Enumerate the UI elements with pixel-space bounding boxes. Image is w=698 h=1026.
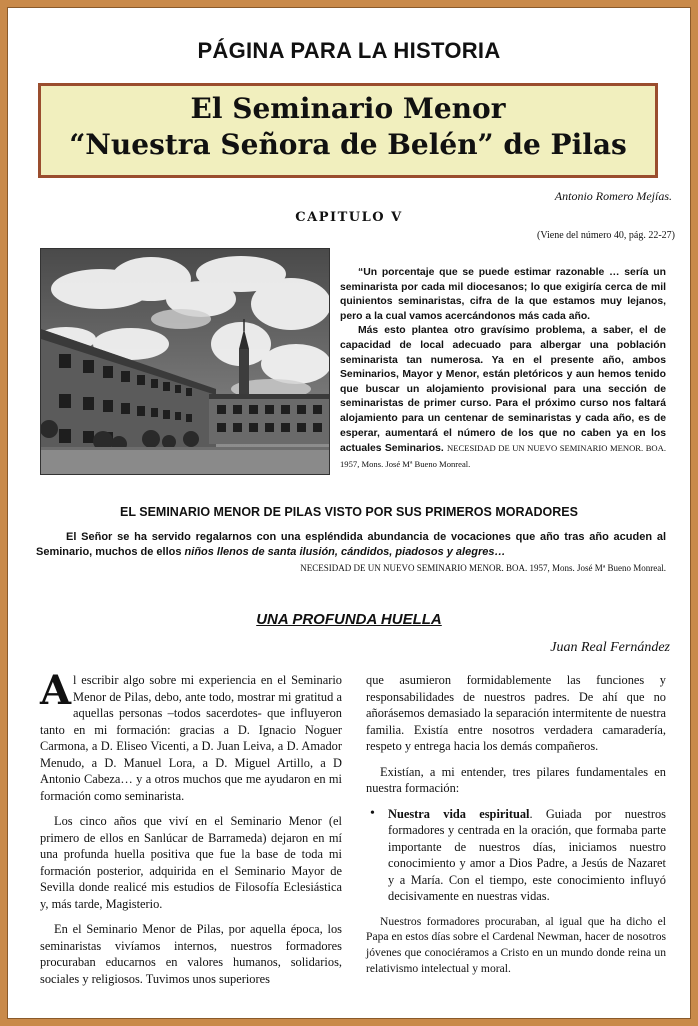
quote-paragraph-2: Más esto plantea otro gravísimo problema, a saber, el de capacidad de local adecuado para albergar una población seminarista tan numerosa. Ya en el presente año, ambos Seminarios, Mayor y Menor, están pletóricos y aun hemos tenido que buscar un alojamiento provisional para una sección de seminaristas de primer curso. Para el próximo curso nos faltará alojamiento para un centenar de seminaristas y cada año, es de esperar, aumentará el número de los que no caben ya en los actuales Seminarios. bbox=[340, 325, 666, 455]
quote2-text: El Señor se ha servido regalarnos con una espléndida abundancia de vocaciones que año tras año acuden al Seminario, muchos de ellos bbox=[36, 531, 666, 558]
bullet-dot: • bbox=[370, 805, 375, 821]
drop-cap: A bbox=[40, 667, 72, 714]
quote2-source: NECESIDAD DE UN NUEVO SEMINARIO MENOR. BOA. 1957, Mons. José Mª Bueno Monreal. bbox=[300, 563, 666, 573]
right-paragraph-2: Existían, a mi entender, tres pilares fundamentales en nuestra formación: bbox=[366, 764, 666, 795]
left-paragraph-3: En el Seminario Menor de Pilas, por aquella época, los seminaristas vivíamos internos, nuestros formadores procuraban educarnos en valores humanos, solidarios, sociales y religiosos. Tuvimos unos superiores bbox=[40, 922, 342, 986]
quote-source: NECESIDAD DE UN NUEVO SEMINARIO MENOR. BOA. 1957, Mons. José Mª Bueno Monreal. bbox=[340, 443, 666, 469]
article-title-line1: El Seminario Menor bbox=[190, 92, 506, 125]
left-paragraph-2: Los cinco años que viví en el Seminario Menor (el primero de ellos en Sanlúcar de Barrameda) dejaron en mí una profunda huella positiva que fue la base de toda mi formación posterior, adquirida en el Seminario Mayor de Sevilla donde realicé mis estudios de Filosofía Eclesiástica y, más tarde, Magisterio. bbox=[40, 814, 342, 911]
second-quote bbox=[36, 530, 666, 576]
title-box bbox=[38, 83, 658, 178]
intro-quote bbox=[340, 266, 666, 472]
right-paragraph-1: que asumieron formidablemente las funciones y responsabilidades de nuestros padres. De ahí que no añorásemos demasiado la separación intermitente de nuestra familia. Existía entre nosotros verdadera camaradería, respeto y entrega hacia los demás compañeros. bbox=[366, 673, 666, 753]
section-title: UNA PROFUNDA HUELLA bbox=[256, 611, 442, 628]
chapter-heading: CAPITULO V bbox=[295, 210, 403, 225]
author-signature: Antonio Romero Mejías. bbox=[554, 189, 672, 203]
bullet-text: . Guiada por nuestros formadores y centrada en la oración, que formaba parte importante de nuestros días, iniciamos nuestro conocimiento y amor a Dios Padre, a Jesús de Nazaret y a María. Con el tiempo, este conocimiento influyó decisivamente en nuestras vidas. bbox=[388, 806, 666, 903]
quote2-italic-text: niños llenos de santa ilusión, cándidos, piadosos y alegres… bbox=[184, 546, 506, 558]
left-column bbox=[40, 667, 342, 996]
right-paragraph-3: Nuestros formadores procuraban, al igual que ha dicho el Papa en estos días sobre el Cardenal Newman, hacer de nosotros jóvenes que conociéramos a Cristo en un mundo donde reina un relativismo intelectual y moral. bbox=[366, 914, 666, 975]
subheading: EL SEMINARIO MENOR DE PILAS VISTO POR SUS PRIMEROS MORADORES bbox=[120, 505, 578, 519]
article-title-line2: “Nuestra Señora de Belén” de Pilas bbox=[69, 128, 627, 161]
continuation-note: (Viene del número 40, pág. 22-27) bbox=[537, 230, 675, 241]
left-paragraph-1: l escribir algo sobre mi experiencia en el Seminario Menor de Pilas, debo, ante todo, mostrar mi gratitud a aquellas personas –todos sacerdotes- que influyeron tanto en mi formación: gracias a D. Ignacio Noguer Carmona, a D. Eliseo Vicenti, a D. Juan Leiva, a D. Amador Menudo, a D. Manuel Lora, a D. Miguel Artillo, a D Antonio Cabeza… y a otros muchos que me ayudaron en mi formación como seminarista. bbox=[40, 673, 342, 803]
right-column bbox=[366, 672, 666, 986]
bullet-bold: Nuestra vida espiritual bbox=[388, 806, 530, 821]
quote-paragraph-1: “Un porcentaje que se puede estimar razonable … sería un seminarista por cada mil diocesanos; lo que exigiría cerca de mil quinientos seminaristas, cifra de la que estamos muy lejanos, pero a la cual vamos acercándonos más cada año. bbox=[340, 267, 666, 322]
section-author: Juan Real Fernández bbox=[550, 640, 670, 655]
bullet-item bbox=[366, 806, 666, 905]
seminary-building-photo bbox=[40, 248, 330, 475]
page-title: PÁGINA PARA LA HISTORIA bbox=[197, 38, 501, 63]
page bbox=[7, 7, 691, 1019]
